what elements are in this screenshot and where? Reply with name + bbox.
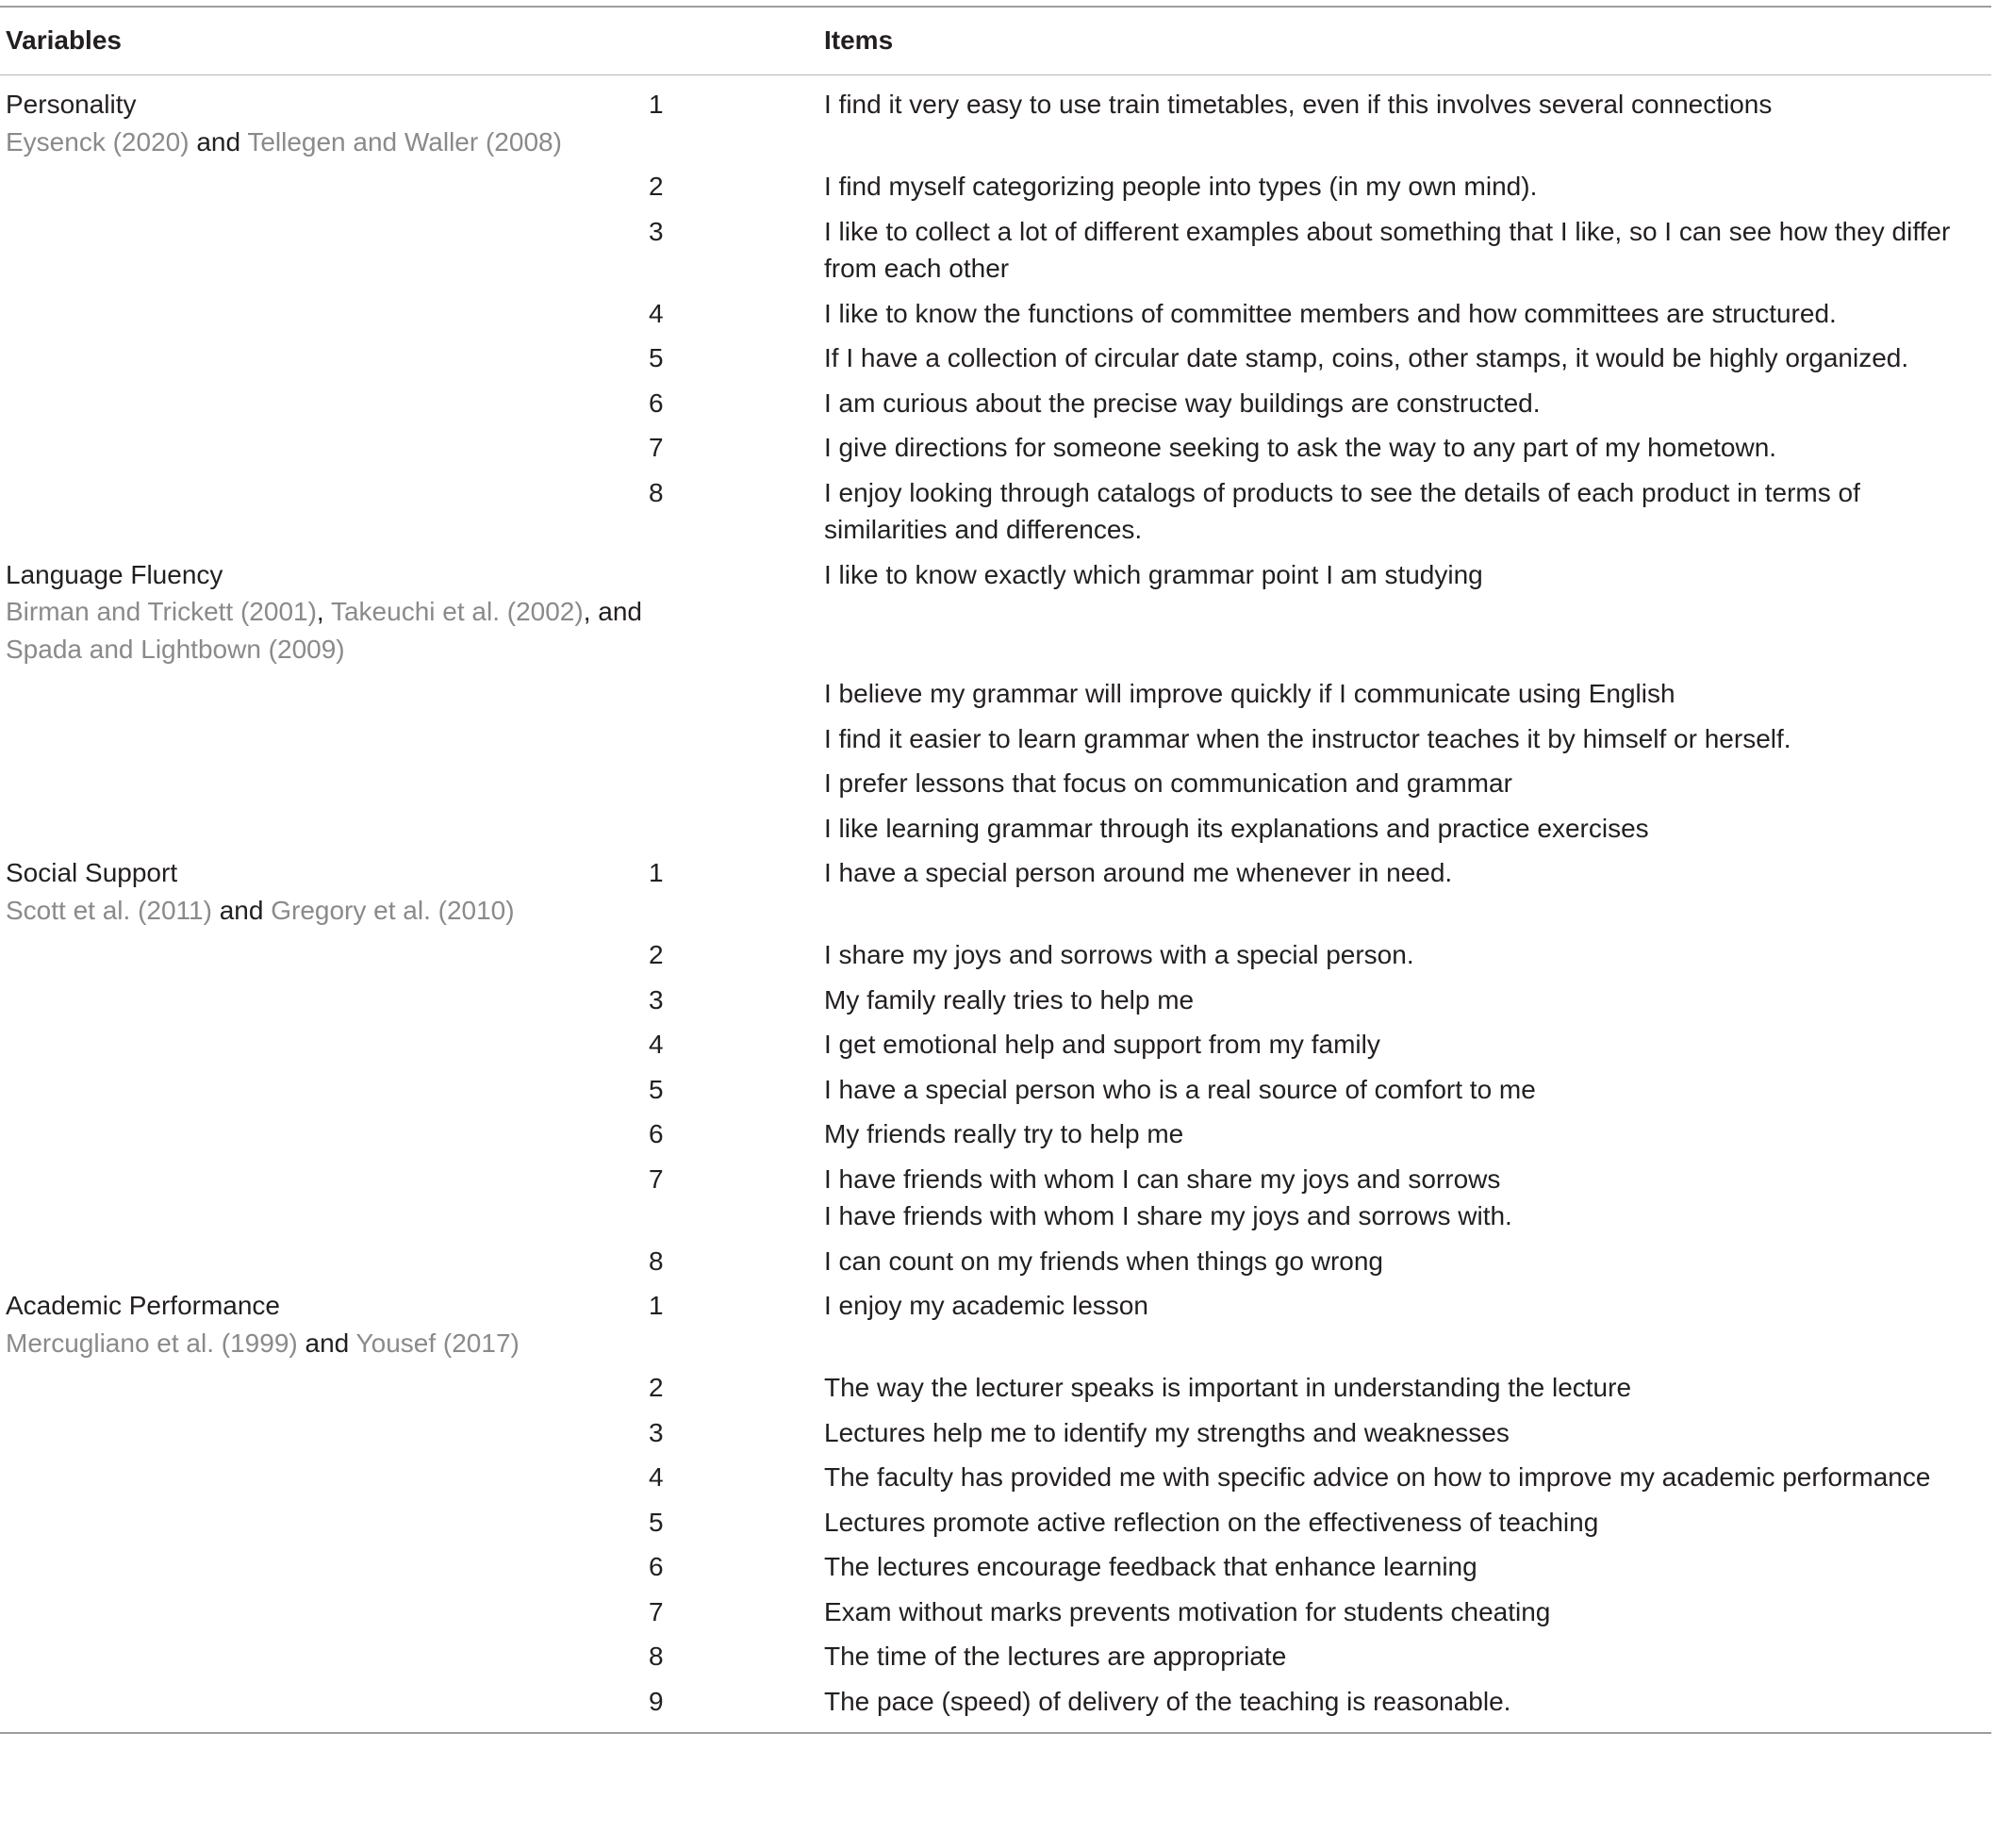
variable-cell: [0, 806, 649, 851]
table-row: [0, 806, 1991, 851]
item-cell: [818, 1634, 1991, 1679]
items-table-container: [0, 6, 1991, 1734]
variable-cell: [0, 671, 649, 717]
table-row: [0, 164, 1991, 209]
item-number: 3: [649, 984, 664, 1015]
reference-link[interactable]: Yousef (2017): [355, 1328, 520, 1358]
table-row: [0, 1411, 1991, 1456]
table-row: [0, 1590, 1991, 1635]
item-text: I prefer lessons that focus on communication and grammar: [824, 768, 1512, 798]
table-row: [0, 1239, 1991, 1284]
reference-link[interactable]: Scott et al. (2011): [6, 895, 212, 925]
item-number: 4: [649, 298, 664, 328]
item-cell: [818, 1365, 1991, 1411]
table-row: [0, 850, 1991, 932]
table-row: [0, 1500, 1991, 1545]
variable-cell: [0, 1365, 649, 1411]
item-cell: [818, 470, 1991, 553]
item-cell: [818, 381, 1991, 426]
item-cell: [818, 1067, 1991, 1113]
table-row: [0, 470, 1991, 553]
variable-cell: [0, 75, 649, 165]
item-text: I have friends with whom I share my joys and sorrows with.: [824, 1201, 1512, 1230]
item-number: 8: [649, 1246, 664, 1276]
item-number: 2: [649, 172, 664, 201]
item-cell: [818, 806, 1991, 851]
variable-cell: [0, 1500, 649, 1545]
item-number: [649, 671, 818, 717]
items-table: [0, 8, 1991, 1732]
item-number: 9: [649, 1686, 664, 1716]
variable-cell: [0, 1455, 649, 1500]
variable-cell: [0, 1590, 649, 1635]
variable-name: Social Support: [6, 858, 178, 887]
item-cell: [818, 850, 1991, 932]
item-cell: [818, 1544, 1991, 1590]
variable-cell: [0, 1679, 649, 1733]
item-text: If I have a collection of circular date stamp, coins, other stamps, it would be highly organized.: [824, 343, 1909, 372]
item-text: I like to know exactly which grammar point I am studying: [824, 559, 1483, 589]
table-row: [0, 1634, 1991, 1679]
item-number: 6: [649, 1119, 664, 1148]
table-row: [0, 671, 1991, 717]
variable-cell: [0, 850, 649, 932]
item-cell: [818, 1411, 1991, 1456]
table-row: [0, 932, 1991, 978]
table-row: [0, 1455, 1991, 1500]
variable-cell: [0, 932, 649, 978]
item-number: [649, 806, 818, 851]
variable-cell: [0, 1067, 649, 1113]
table-row: [0, 1067, 1991, 1113]
item-number: 4: [649, 1030, 664, 1059]
item-number: [649, 717, 818, 762]
reference-separator: and: [211, 895, 272, 925]
variable-cell: [0, 164, 649, 209]
variable-cell: [0, 1411, 649, 1456]
reference-link[interactable]: Gregory et al. (2010): [271, 895, 515, 925]
variable-references: [6, 124, 643, 161]
table-row: [0, 1679, 1991, 1733]
item-number: 7: [649, 433, 664, 462]
variable-cell: [0, 1544, 649, 1590]
reference-link[interactable]: Takeuchi et al. (2002): [330, 597, 584, 626]
table-row: [0, 209, 1991, 291]
item-cell: [818, 1590, 1991, 1635]
item-text: The lectures encourage feedback that enhance learning: [824, 1552, 1477, 1581]
item-text: I enjoy my academic lesson: [824, 1291, 1148, 1320]
item-cell: [818, 761, 1991, 806]
reference-link[interactable]: Spada and Lightbown (2009): [6, 634, 345, 664]
item-text: I like learning grammar through its explanations and practice exercises: [824, 813, 1649, 843]
variable-references: [6, 593, 643, 668]
variable-cell: [0, 1239, 649, 1284]
item-text: I believe my grammar will improve quickly if I communicate using English: [824, 679, 1675, 708]
item-cell: [818, 671, 1991, 717]
item-number: [649, 761, 818, 806]
variable-cell: [0, 978, 649, 1023]
item-cell: [818, 164, 1991, 209]
item-cell: [818, 1157, 1991, 1239]
reference-separator: ,: [316, 597, 331, 626]
item-text: The faculty has provided me with specific advice on how to improve my academic performance: [824, 1462, 1931, 1492]
item-cell: [818, 1455, 1991, 1500]
variable-cell: [0, 1022, 649, 1067]
item-cell: [818, 553, 1991, 672]
item-text: I can count on my friends when things go wrong: [824, 1246, 1384, 1276]
item-number: 5: [649, 1074, 664, 1104]
item-cell: [818, 717, 1991, 762]
table-row: [0, 1544, 1991, 1590]
reference-separator: and: [297, 1328, 356, 1358]
table-row: [0, 381, 1991, 426]
item-text: My family really tries to help me: [824, 984, 1195, 1015]
item-text: The time of the lectures are appropriate: [824, 1642, 1287, 1671]
item-number: 3: [649, 216, 664, 246]
header-number: [649, 8, 818, 75]
variable-cell: [0, 1112, 649, 1157]
item-text: I have a special person who is a real source of comfort to me: [824, 1074, 1536, 1104]
item-cell: [818, 425, 1991, 470]
variable-cell: [0, 1157, 649, 1239]
item-cell: [818, 932, 1991, 978]
item-number: [649, 553, 818, 672]
item-cell: [818, 1022, 1991, 1067]
header-items: Items: [818, 8, 1991, 75]
item-number: 1: [649, 90, 664, 119]
item-number: 7: [649, 1596, 664, 1626]
item-number: 5: [649, 1507, 664, 1537]
table-row: [0, 1157, 1991, 1239]
item-text: The way the lecturer speaks is important in understanding the lecture: [824, 1373, 1632, 1402]
variable-cell: [0, 761, 649, 806]
item-cell: [818, 291, 1991, 337]
reference-separator: , and: [583, 597, 642, 626]
item-number: 2: [649, 940, 664, 969]
variable-name: Academic Performance: [6, 1291, 281, 1320]
table-row: [0, 761, 1991, 806]
variable-cell: [0, 1283, 649, 1365]
item-text: I find it easier to learn grammar when the instructor teaches it by himself or herself.: [824, 723, 1791, 753]
item-text: I have friends with whom I can share my joys and sorrows: [824, 1163, 1501, 1194]
item-text: I find it very easy to use train timetables, even if this involves several connections: [824, 90, 1773, 119]
item-cell: [818, 978, 1991, 1023]
item-number: 6: [649, 388, 664, 418]
table-row: [0, 1112, 1991, 1157]
item-cell: [818, 1239, 1991, 1284]
item-text: Exam without marks prevents motivation for students cheating: [824, 1596, 1551, 1626]
table-row: [0, 336, 1991, 381]
item-cell: [818, 1679, 1991, 1733]
item-number: 7: [649, 1163, 664, 1194]
reference-link[interactable]: Mercugliano et al. (1999): [6, 1328, 298, 1358]
item-number: 3: [649, 1417, 664, 1447]
item-text: Lectures promote active reflection on the effectiveness of teaching: [824, 1507, 1599, 1537]
item-text: I enjoy looking through catalogs of products to see the details of each product in terms of similarities and differences.: [824, 477, 1860, 544]
item-text: I get emotional help and support from my family: [824, 1030, 1380, 1059]
item-number: 5: [649, 343, 664, 372]
table-row: [0, 553, 1991, 672]
variable-cell: [0, 209, 649, 291]
header-variables: Variables: [0, 8, 649, 75]
variable-name: Language Fluency: [6, 559, 223, 589]
reference-link[interactable]: Birman and Trickett (2001): [6, 597, 317, 626]
item-text: I find myself categorizing people into types (in my own mind).: [824, 172, 1538, 201]
variable-cell: [0, 717, 649, 762]
table-row: [0, 425, 1991, 470]
item-number: 4: [649, 1462, 664, 1492]
variable-cell: [0, 553, 649, 672]
table-row: [0, 1022, 1991, 1067]
item-text: My friends really try to help me: [824, 1119, 1184, 1148]
item-text: Lectures help me to identify my strengths and weaknesses: [824, 1417, 1510, 1447]
item-text: I am curious about the precise way buildings are constructed.: [824, 388, 1541, 418]
variable-cell: [0, 425, 649, 470]
table-row: [0, 75, 1991, 165]
table-row: [0, 291, 1991, 337]
item-number: 1: [649, 858, 664, 887]
item-cell: [818, 336, 1991, 381]
table-row: [0, 1283, 1991, 1365]
variable-cell: [0, 336, 649, 381]
item-number: 8: [649, 477, 664, 507]
variable-name: Personality: [6, 90, 137, 119]
item-cell: [818, 209, 1991, 291]
variable-references: [6, 892, 643, 930]
variable-references: [6, 1325, 643, 1362]
item-cell: [818, 75, 1991, 165]
table-row: [0, 717, 1991, 762]
reference-separator: and: [189, 126, 248, 157]
variable-cell: [0, 470, 649, 553]
item-number: 2: [649, 1373, 664, 1402]
item-text: I have a special person around me whenever in need.: [824, 858, 1453, 887]
item-number: 6: [649, 1552, 664, 1581]
item-number: 1: [649, 1291, 664, 1320]
item-text: I like to collect a lot of different examples about something that I like, so I can see how they differ from each other: [824, 216, 1951, 283]
variable-cell: [0, 1634, 649, 1679]
table-row: [0, 1365, 1991, 1411]
table-header-row: [0, 8, 1991, 75]
table-row: [0, 978, 1991, 1023]
item-number: 8: [649, 1642, 664, 1671]
item-cell: [818, 1500, 1991, 1545]
item-text: I give directions for someone seeking to ask the way to any part of my hometown.: [824, 433, 1777, 462]
item-cell: [818, 1283, 1991, 1365]
variable-cell: [0, 291, 649, 337]
variable-cell: [0, 381, 649, 426]
item-text: I share my joys and sorrows with a special person.: [824, 940, 1414, 969]
item-text: I like to know the functions of committee members and how committees are structured.: [824, 298, 1837, 328]
table-body: [0, 75, 1991, 1733]
item-cell: [818, 1112, 1991, 1157]
reference-link[interactable]: Eysenck (2020): [6, 126, 190, 157]
reference-link[interactable]: Tellegen and Waller (2008): [247, 126, 562, 157]
item-text: The pace (speed) of delivery of the teaching is reasonable.: [824, 1686, 1511, 1716]
